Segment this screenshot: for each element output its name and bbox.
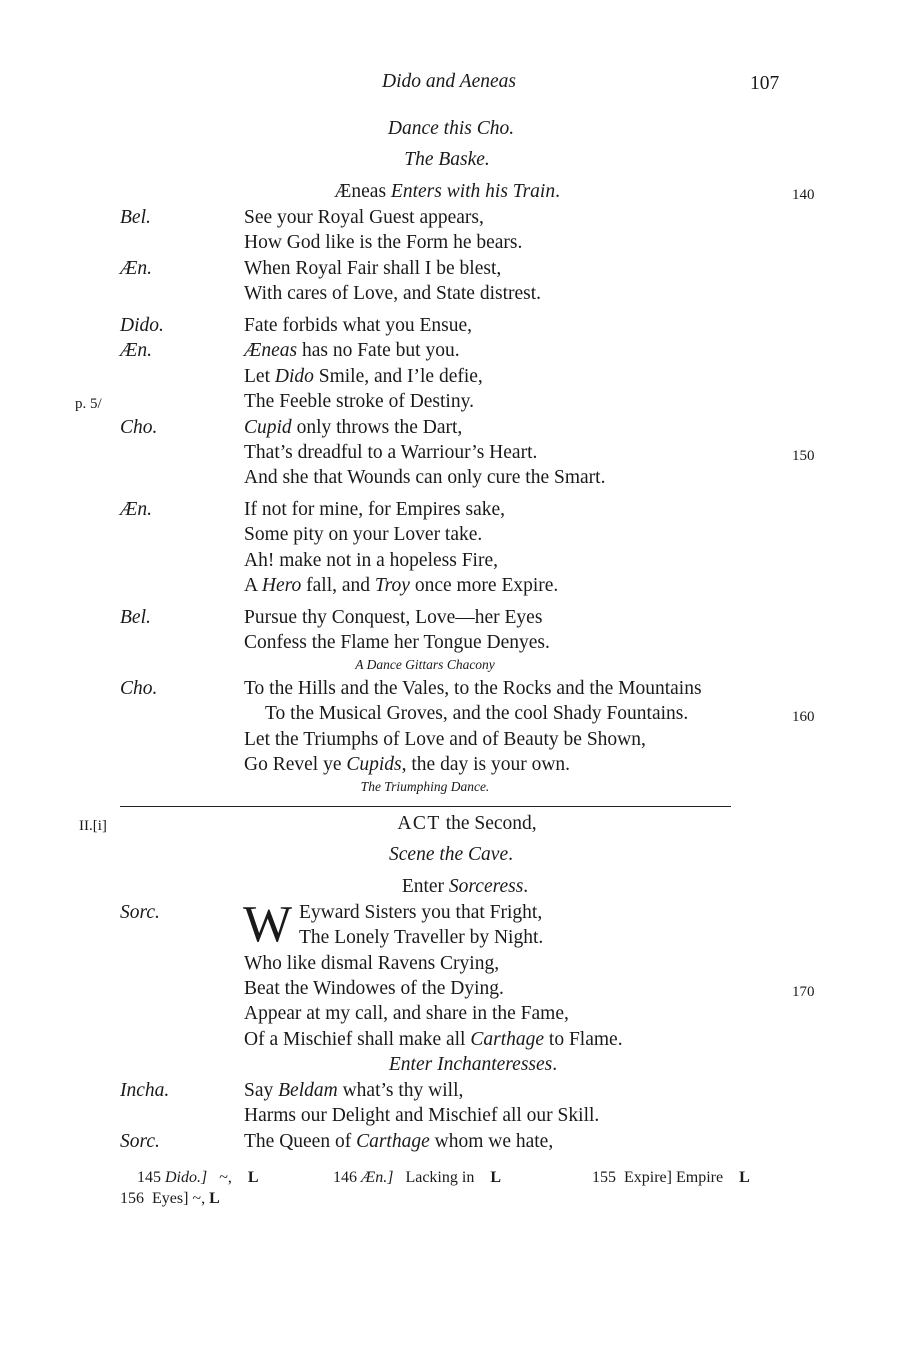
verse-line: Pursue thy Conquest, Love—her Eyes	[244, 607, 543, 628]
verse-line: See your Royal Guest appears,	[244, 207, 484, 228]
speaker-aeneas: Æn.	[120, 340, 152, 361]
verse-line: How God like is the Form he bears.	[244, 232, 523, 253]
verse-line: Ah! make not in a hopeless Fire,	[244, 550, 498, 571]
speaker-dido: Dido.	[120, 315, 164, 336]
running-title: Dido and Aeneas	[382, 71, 516, 92]
verse-line: Who like dismal Ravens Crying,	[244, 953, 500, 974]
stage-direction-enter-inchanteresses: Enter Inchanteresses.	[388, 1054, 558, 1075]
speaker-belinda: Bel.	[120, 607, 151, 628]
verse-line: The Queen of Carthage whom we hate,	[244, 1131, 554, 1152]
verse-line: And she that Wounds can only cure the Smart.	[244, 467, 606, 488]
page-number: 107	[750, 73, 780, 94]
stage-direction-dance: Dance this Cho.	[387, 118, 515, 139]
verse-line: If not for mine, for Empires sake,	[244, 499, 506, 520]
verse-line: Appear at my call, and share in the Fame,	[244, 1003, 569, 1024]
footnote-155: 155 Expire] Empire L	[592, 1169, 750, 1186]
verse-line: When Royal Fair shall I be blest,	[244, 258, 502, 279]
stage-direction-enter-sorceress: Enter Sorceress.	[401, 876, 529, 897]
stage-direction-aeneas-enters: Æneas Enters with his Train.	[334, 181, 560, 202]
drop-cap: W	[243, 896, 293, 953]
verse-line: Say Beldam what’s thy will,	[244, 1080, 464, 1101]
speaker-aeneas: Æn.	[120, 258, 152, 279]
footnote-146: 146 Æn.] Lacking in L	[333, 1169, 501, 1186]
verse-line: A Hero fall, and Troy once more Expire.	[244, 575, 559, 596]
verse-line: Go Revel ye Cupids, the day is your own.	[244, 754, 571, 775]
section-divider	[120, 806, 731, 807]
verse-line: Some pity on your Lover take.	[244, 524, 483, 545]
speaker-belinda: Bel.	[120, 207, 151, 228]
verse-line: Beat the Windowes of the Dying.	[244, 978, 504, 999]
footnote-156: 156 Eyes] ~, L	[120, 1190, 220, 1207]
act-reference: II.[i]	[79, 818, 107, 834]
line-number-150: 150	[792, 448, 815, 464]
verse-line: The Lonely Traveller by Night.	[299, 927, 544, 948]
line-number-160: 160	[792, 709, 815, 725]
stage-direction-triumphing-dance: The Triumphing Dance.	[360, 779, 490, 794]
verse-line: Let the Triumphs of Love and of Beauty be Shown,	[244, 729, 646, 750]
act-heading: ACT the Second,	[397, 813, 537, 834]
verse-line: Confess the Flame her Tongue Denyes.	[244, 632, 550, 653]
speaker-sorceress: Sorc.	[120, 902, 160, 923]
verse-line: That’s dreadful to a Warriour’s Heart.	[244, 442, 538, 463]
line-number-170: 170	[792, 984, 815, 1000]
verse-line: To the Hills and the Vales, to the Rocks and the Mountains	[244, 678, 702, 699]
verse-line: To the Musical Groves, and the cool Shady Fountains.	[265, 703, 689, 724]
verse-line: Of a Mischief shall make all Carthage to Flame.	[244, 1029, 623, 1050]
verse-line: The Feeble stroke of Destiny.	[244, 391, 474, 412]
speaker-inchanteress: Incha.	[120, 1080, 170, 1101]
speaker-chorus: Cho.	[120, 417, 158, 438]
stage-direction-chacony: A Dance Gittars Chacony	[355, 657, 495, 672]
speaker-chorus: Cho.	[120, 678, 158, 699]
verse-line: Fate forbids what you Ensue,	[244, 315, 473, 336]
verse-line: Let Dido Smile, and I’le defie,	[244, 366, 483, 387]
verse-line: With cares of Love, and State distrest.	[244, 283, 542, 304]
line-number-140: 140	[792, 187, 815, 203]
speaker-sorceress: Sorc.	[120, 1131, 160, 1152]
verse-line: Harms our Delight and Mischief all our Skill.	[244, 1105, 600, 1126]
verse-line: Cupid only throws the Dart,	[244, 417, 463, 438]
verse-line: Æneas has no Fate but you.	[244, 340, 460, 361]
stage-direction-baske: The Baske.	[404, 149, 490, 170]
footnote-145: 145 Dido.] ~, L	[137, 1169, 259, 1186]
page-reference-marker: p. 5/	[75, 396, 102, 412]
speaker-aeneas: Æn.	[120, 499, 152, 520]
scene-heading: Scene the Cave.	[389, 844, 513, 865]
verse-line: Eyward Sisters you that Fright,	[299, 902, 543, 923]
